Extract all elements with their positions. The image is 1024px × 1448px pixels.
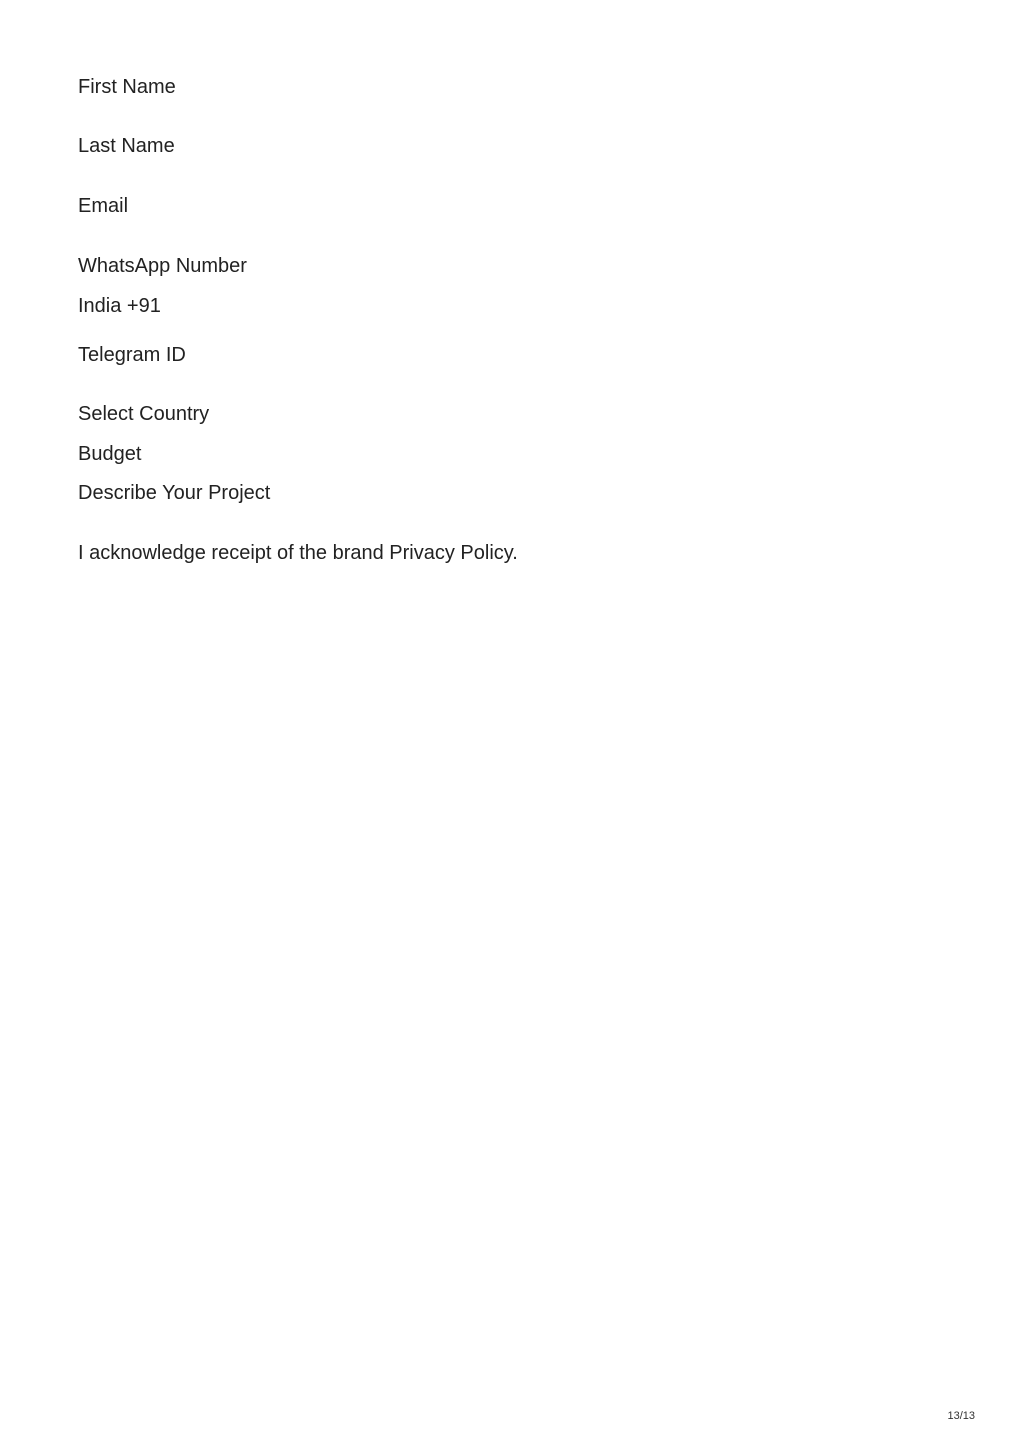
privacy-acknowledgement-checkbox[interactable]: I acknowledge receipt of the brand Privacy Policy. bbox=[78, 542, 518, 564]
budget-field[interactable]: Budget bbox=[78, 443, 142, 465]
describe-project-field[interactable]: Describe Your Project bbox=[78, 482, 271, 504]
whatsapp-number-field[interactable]: WhatsApp Number bbox=[78, 255, 247, 277]
country-code-select[interactable]: India +91 bbox=[78, 295, 161, 317]
page-number: 13/13 bbox=[947, 1410, 975, 1422]
email-field[interactable]: Email bbox=[78, 195, 129, 217]
select-country-dropdown[interactable]: Select Country bbox=[78, 403, 210, 425]
telegram-id-field[interactable]: Telegram ID bbox=[78, 344, 186, 366]
last-name-field[interactable]: Last Name bbox=[78, 135, 175, 157]
first-name-field[interactable]: First Name bbox=[78, 76, 176, 98]
